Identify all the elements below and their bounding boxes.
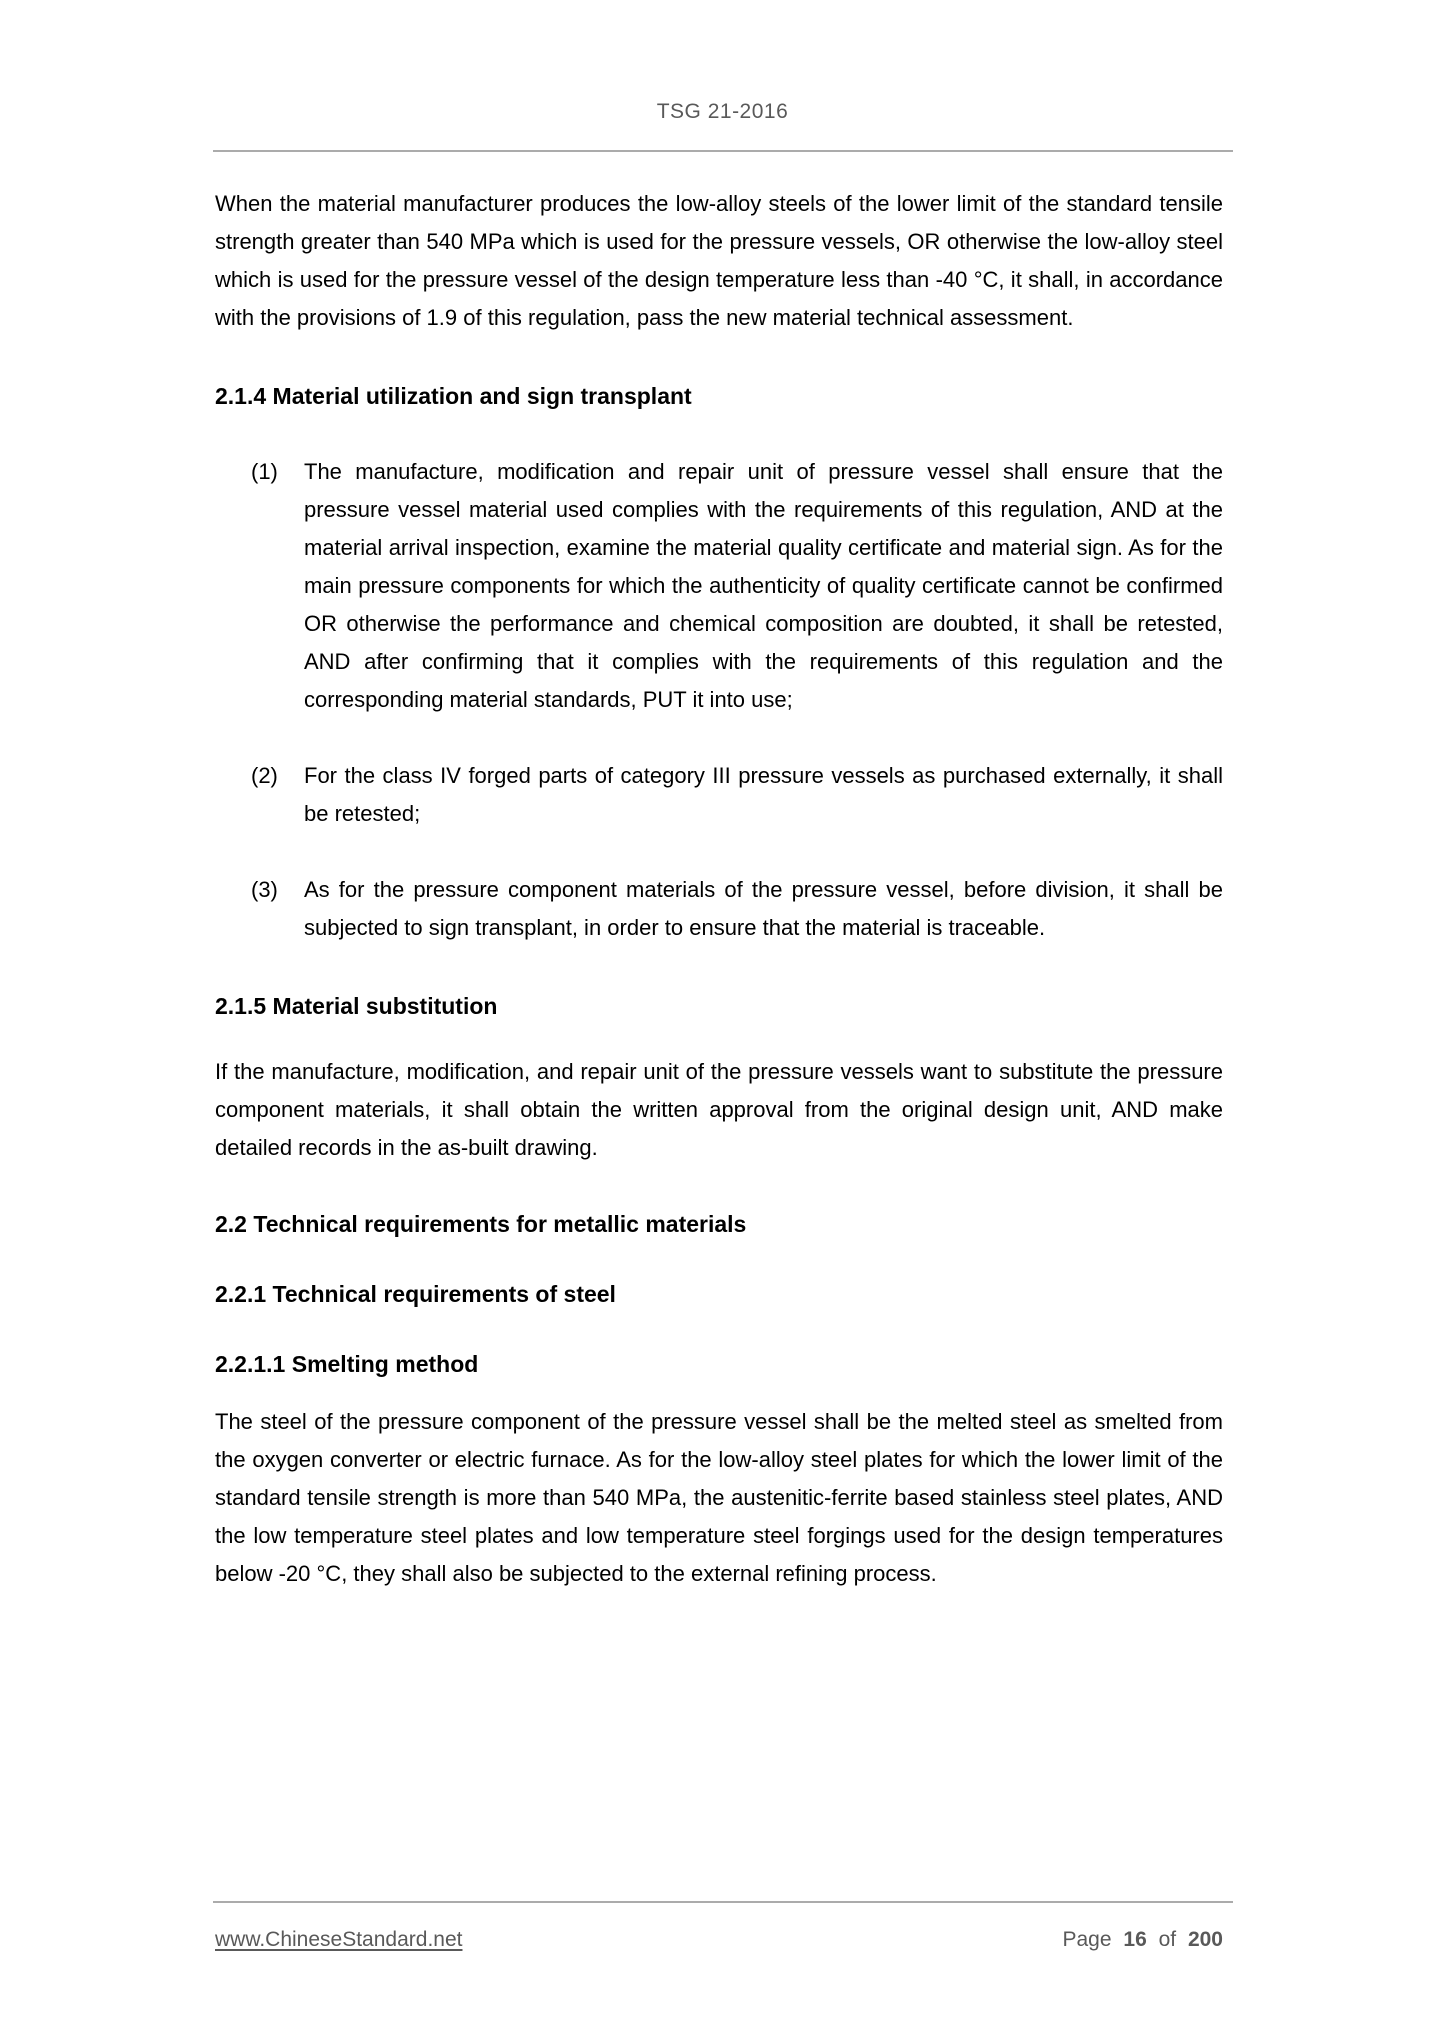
doc-code-header: TSG 21-2016 (656, 100, 789, 123)
page-current: 16 (1123, 1928, 1147, 1951)
list-text-2: For the class IV forged parts of category III pressure vessels as purchased externally, it shall be retested; (304, 763, 1223, 826)
website-link[interactable]: www.ChineseStandard.net (215, 1928, 463, 1951)
list-text-3: As for the pressure component materials of the pressure vessel, before division, it shall be subjected to sign transplant, in order to ensure that the material is traceable. (304, 877, 1223, 940)
document-body (215, 185, 1223, 1593)
section-heading-2-2-1-1: 2.2.1.1 Smelting method (215, 1351, 479, 1377)
list-marker-1: (1) (251, 459, 278, 484)
list-item (215, 871, 1223, 947)
paragraph-intro: When the material manufacturer produces the low-alloy steels of the lower limit of the standard tensile strength greater than 540 MPa which is used for the pressure vessels, OR otherwise the low-alloy steel which is used for the pressure vessel of the design temperature less than -40 °C, it shall, in accordance with the provisions of 1.9 of this regulation, pass the new material technical assessment. (215, 191, 1223, 330)
paragraph-2-2-1-1: The steel of the pressure component of the pressure vessel shall be the melted steel as smelted from the oxygen converter or electric furnace. As for the low-alloy steel plates for which the lower limit of the standard tensile strength is more than 540 MPa, the austenitic-ferrite based stainless steel plates, AND the low temperature steel plates and low temperature steel forgings used for the design temperatures below -20 °C, they shall also be subjected to the external refining process. (215, 1409, 1223, 1586)
list-marker-2: (2) (251, 763, 278, 788)
page-footer (215, 1921, 1223, 1959)
list-marker-3: (3) (251, 877, 278, 902)
page-of-label: of (1158, 1928, 1177, 1951)
footer-rule (213, 1901, 1233, 1903)
paragraph-2-1-5: If the manufacture, modification, and repair unit of the pressure vessels want to substitute the pressure component materials, it shall obtain the written approval from the original design unit, AND make detailed records in the as-built drawing. (215, 1059, 1223, 1160)
section-heading-2-1-5: 2.1.5 Material substitution (215, 993, 498, 1019)
page-label: Page (1062, 1928, 1112, 1951)
page-total: 200 (1187, 1928, 1223, 1951)
section-heading-2-2: 2.2 Technical requirements for metallic materials (215, 1211, 747, 1237)
header-rule (213, 150, 1233, 152)
list-item (215, 453, 1223, 719)
page-number-indicator (1063, 1921, 1224, 1959)
section-heading-2-1-4: 2.1.4 Material utilization and sign transplant (215, 383, 692, 409)
section-heading-2-2-1: 2.2.1 Technical requirements of steel (215, 1281, 616, 1307)
list-item (215, 757, 1223, 833)
list-text-1: The manufacture, modification and repair unit of pressure vessel shall ensure that the pressure vessel material used complies with the requirements of this regulation, AND at the material arrival inspection, examine the material quality certificate and material sign. As for the main pressure components for which the authenticity of quality certificate cannot be confirmed OR otherwise the performance and chemical composition are doubted, it shall be retested, AND after confirming that it complies with the requirements of this regulation and the corresponding material standards, PUT it into use; (304, 459, 1223, 712)
